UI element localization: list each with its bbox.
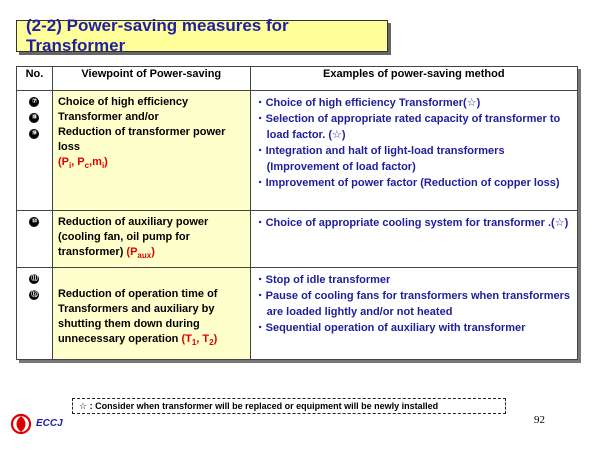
- row-numbers: [17, 211, 53, 268]
- examples-cell: [250, 211, 577, 268]
- table-row: [17, 268, 578, 360]
- viewpoint-cell: [52, 211, 250, 268]
- table-row: [17, 211, 578, 268]
- logo-text: ECCJ: [36, 418, 63, 429]
- eccj-logo-icon: [6, 413, 36, 435]
- number-badge: ⑨: [29, 129, 39, 139]
- example-item: ・Selection of appropriate rated capacity of transformer to load factor. (☆): [254, 113, 561, 141]
- example-item: ・Integration and halt of light-load transformers (Improvement of load factor): [254, 145, 505, 173]
- time-parameters: ($T_1$, $T_2$): [181, 333, 218, 348]
- row-numbers: [17, 91, 53, 211]
- power-saving-table: [16, 66, 578, 360]
- table-header-row: [17, 67, 578, 91]
- example-item: ・Pause of cooling fans for transformers when transformers are loaded lightly and/or not heated: [254, 290, 571, 319]
- number-badge: ⑪: [30, 275, 38, 283]
- aux-parameter: $(P_{aux})$: [126, 246, 155, 261]
- page-title: [16, 16, 388, 55]
- footnote-text: ☆ : Consider when transformer will be replaced or equipment will be newly installed: [79, 400, 439, 411]
- loss-parameters: ($P_i$, $P_c,m_i$): [57, 156, 108, 171]
- examples-cell: [250, 91, 577, 211]
- header-viewpoint: Viewpoint of Power-saving: [52, 67, 250, 91]
- viewpoint-line: Reduction of auxiliary power (cooling fan, oil pump for transformer): [57, 216, 209, 258]
- number-badge: ⑧: [29, 113, 39, 123]
- example-item: ・Sequential operation of auxiliary with transformer: [254, 322, 526, 335]
- header-no: No.: [17, 67, 53, 91]
- example-item: ・Stop of idle transformer: [254, 274, 391, 287]
- viewpoint-cell: [52, 91, 250, 211]
- number-badge: ⑦: [29, 97, 39, 107]
- viewpoint-line: Choice of high efficiency Transformer and/or: [57, 96, 189, 123]
- example-item: ・Choice of high efficiency Transformer(☆): [254, 97, 481, 109]
- number-badge: ⑩: [29, 217, 39, 227]
- viewpoint-line: Reduction of operation time of Transformers and auxiliary by shutting them down during unnecessary operation: [57, 288, 218, 346]
- examples-cell: [250, 268, 577, 360]
- number-badge: ⑫: [30, 291, 38, 299]
- example-item: ・Improvement of power factor (Reduction of copper loss): [254, 177, 560, 189]
- loss-params-prefix: (P: [57, 156, 69, 168]
- table-row: [17, 91, 578, 211]
- footnote-box: [72, 398, 506, 414]
- row-numbers: [17, 268, 53, 360]
- header-examples: Examples of power-saving method: [250, 67, 577, 91]
- page-title-text: (2-2) Power-saving measures for Transformer: [26, 16, 289, 55]
- page-number: 92: [534, 414, 545, 426]
- viewpoint-line: Reduction of transformer power loss: [57, 126, 226, 153]
- example-item: ・Choice of appropriate cooling system for transformer .(☆): [254, 217, 569, 229]
- viewpoint-cell: [52, 268, 250, 360]
